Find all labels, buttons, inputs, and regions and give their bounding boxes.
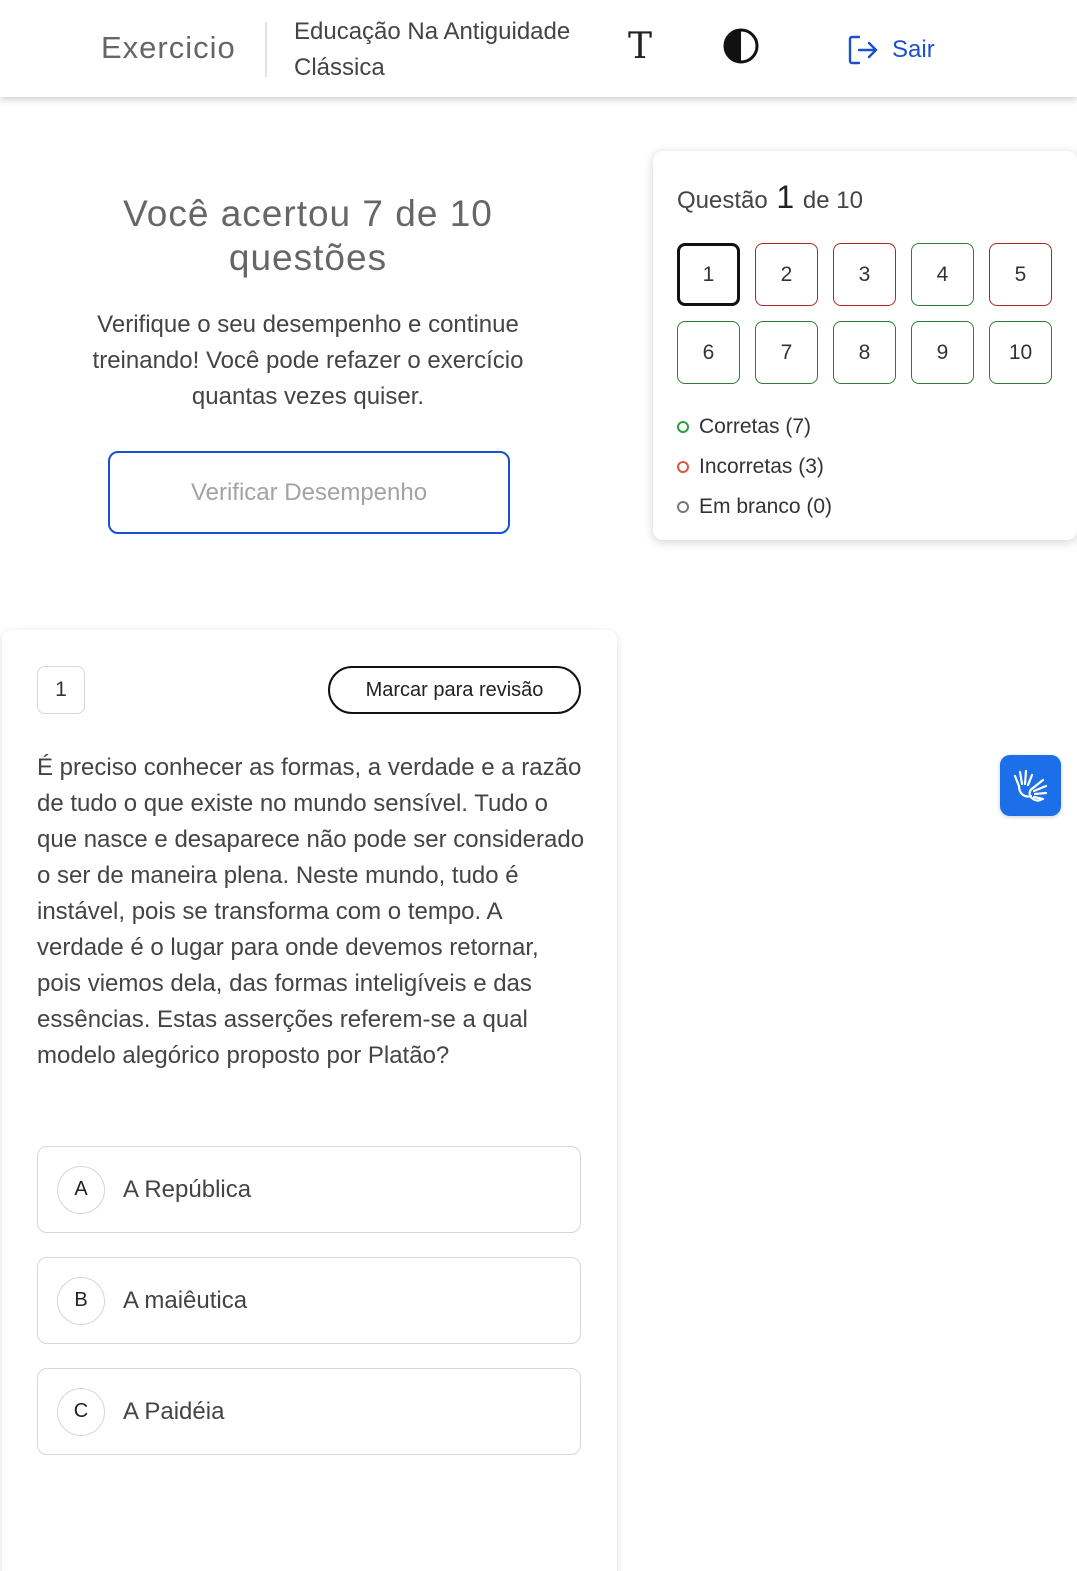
libras-button[interactable]: [1000, 755, 1061, 816]
status-legend: [677, 407, 832, 527]
question-navigator: [653, 151, 1077, 540]
question-nav-button-5[interactable]: 5: [989, 243, 1052, 306]
legend-item: [677, 447, 832, 487]
option-text: A República: [123, 1175, 252, 1203]
navigator-suffix: de 10: [802, 187, 863, 214]
option-letter: A: [57, 1166, 105, 1214]
legend-item: [677, 407, 832, 447]
result-title: Você acertou 7 de 10 questões: [123, 193, 493, 278]
navigator-heading: [677, 179, 863, 216]
option-c[interactable]: [37, 1368, 581, 1455]
question-nav-button-8[interactable]: 8: [833, 321, 896, 384]
brand-title: Exercicio: [101, 30, 236, 65]
legend-dot-icon: [677, 421, 689, 433]
question-nav-button-2[interactable]: 2: [755, 243, 818, 306]
legend-dot-icon: [677, 501, 689, 513]
navigator-prefix: Questão: [677, 187, 768, 214]
option-text: A Paidéia: [123, 1397, 225, 1425]
legend-item: [677, 487, 832, 527]
legend-label: Em branco (0): [699, 495, 833, 518]
option-letter: B: [57, 1277, 105, 1325]
font-size-button[interactable]: [620, 24, 660, 68]
contrast-icon: [722, 27, 760, 65]
verify-performance-button[interactable]: Verificar Desempenho: [108, 451, 510, 534]
question-text: É preciso conhecer as formas, a verdade e a razão de tudo o que existe no mundo sensível. Tudo o que nasce e desaparece não pode ser considerado o ser de maneira plena. Neste mundo, tudo é instável, pois se transforma com o tempo. A verdade é o lugar para onde devemos retornar, pois viemos dela, das formas inteligíveis e das essências. Estas asserções referem-se a qual modelo alegórico proposto por Platão?: [37, 754, 585, 1069]
logout-icon: [846, 33, 880, 67]
sign-language-icon: [1011, 766, 1051, 806]
legend-label: Corretas (7): [699, 415, 812, 438]
question-grid: [677, 243, 1053, 384]
question-nav-button-4[interactable]: 4: [911, 243, 974, 306]
question-card: [2, 630, 617, 1571]
mark-for-review-button[interactable]: Marcar para revisão: [328, 666, 581, 714]
option-b[interactable]: [37, 1257, 581, 1344]
question-number: 1: [37, 666, 85, 714]
header-divider: [265, 22, 267, 77]
result-description: Verifique o seu desempenho e continue treinando! Você pode refazer o exercício quantas vezes quiser.: [92, 311, 524, 410]
legend-dot-icon: [677, 461, 689, 473]
question-nav-button-6[interactable]: 6: [677, 321, 740, 384]
font-size-icon: T: [627, 25, 652, 67]
option-a[interactable]: [37, 1146, 581, 1233]
navigator-current: 1: [776, 179, 795, 215]
logout-button[interactable]: [846, 30, 935, 70]
question-nav-button-9[interactable]: 9: [911, 321, 974, 384]
question-nav-button-1[interactable]: 1: [677, 243, 740, 306]
question-nav-button-10[interactable]: 10: [989, 321, 1052, 384]
legend-label: Incorretas (3): [699, 455, 824, 478]
option-letter: C: [57, 1388, 105, 1436]
logout-label: Sair: [892, 36, 935, 63]
question-nav-button-3[interactable]: 3: [833, 243, 896, 306]
top-header: [0, 0, 1077, 97]
contrast-button[interactable]: [722, 27, 760, 65]
option-text: A maiêutica: [123, 1286, 248, 1314]
question-nav-button-7[interactable]: 7: [755, 321, 818, 384]
course-title: Educação Na Antiguidade Clássica: [294, 18, 571, 81]
